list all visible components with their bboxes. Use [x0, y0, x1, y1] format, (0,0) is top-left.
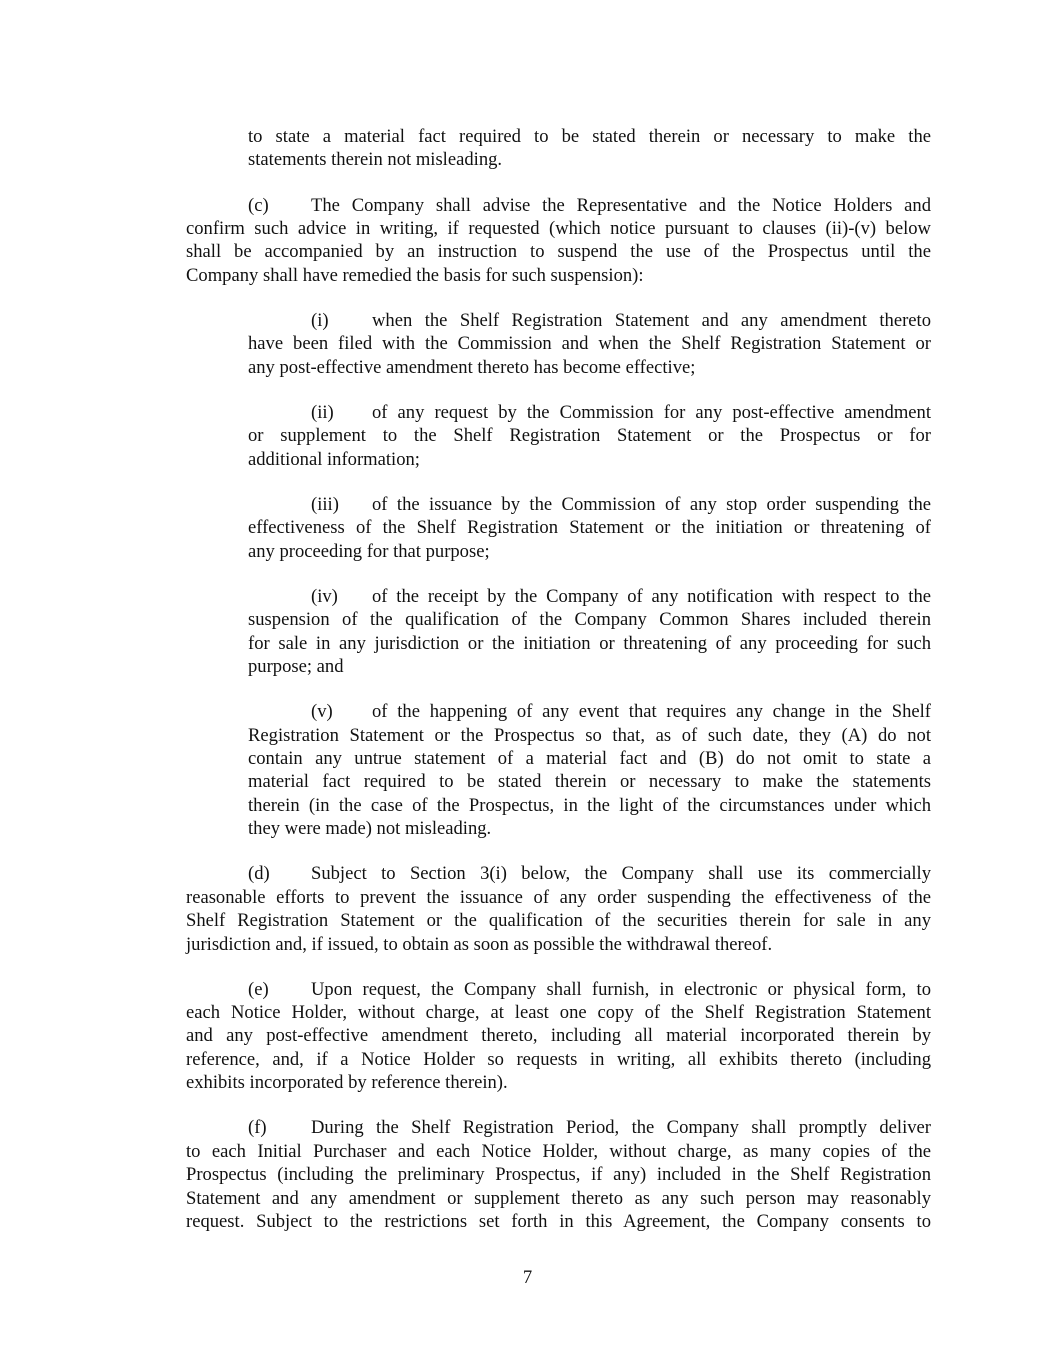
line-text: suspension of the qualification of the Company Common Shares included therein: [248, 609, 931, 631]
text-line: [248, 148, 931, 171]
line-text: Upon request, the Company shall furnish, in electronic or physical form, to: [311, 978, 931, 1000]
text-line: [248, 700, 931, 723]
line-text: any post-effective amendment thereto has become effective;: [248, 356, 696, 378]
paragraph: [248, 585, 931, 679]
text-line: [186, 217, 931, 240]
text-line: [186, 264, 931, 287]
line-text: effectiveness of the Shelf Registration Statement or the initiation or threatening of: [248, 517, 931, 539]
line-text: and any post-effective amendment thereto, including all material incorporated therein by: [186, 1025, 931, 1047]
text-line: [186, 978, 931, 1001]
clause-label: (iv): [311, 585, 338, 607]
line-text: jurisdiction and, if issued, to obtain as soon as possible the withdrawal thereof.: [186, 933, 773, 955]
text-line: [186, 1071, 931, 1094]
line-text: or supplement to the Shelf Registration Statement or the Prospectus or for: [248, 425, 931, 447]
line-text: have been filed with the Commission and when the Shelf Registration Statement or: [248, 333, 931, 355]
line-text: when the Shelf Registration Statement and any amendment thereto: [372, 309, 931, 331]
text-line: [248, 401, 931, 424]
line-text: Subject to Section 3(i) below, the Company shall use its commercially: [311, 863, 931, 885]
text-line: [186, 886, 931, 909]
line-text: shall be accompanied by an instruction to suspend the use of the Prospectus until the: [186, 241, 931, 263]
text-line: [186, 194, 931, 217]
line-text: of the happening of any event that requires any change in the Shelf: [372, 701, 931, 723]
paragraph: [248, 493, 931, 563]
clause-label: (e): [248, 978, 269, 1000]
text-line: [248, 794, 931, 817]
paragraph: [248, 309, 931, 379]
text-line: [248, 608, 931, 631]
line-text: any proceeding for that purpose;: [248, 540, 490, 562]
line-text: exhibits incorporated by reference therein).: [186, 1072, 508, 1094]
line-text: reference, and, if a Notice Holder so requests in writing, all exhibits thereto (including: [186, 1048, 931, 1070]
text-line: [186, 1024, 931, 1047]
line-text: for sale in any jurisdiction or the initiation or threatening of any proceeding for such: [248, 632, 931, 654]
line-text: material fact required to be stated therein or necessary to make the statements: [248, 771, 931, 793]
text-line: [248, 655, 931, 678]
text-line: [186, 1187, 931, 1210]
paragraph: [186, 1116, 931, 1233]
text-line: [186, 933, 931, 956]
line-text: During the Shelf Registration Period, the Company shall promptly deliver: [311, 1117, 931, 1139]
clause-label: (i): [311, 309, 329, 331]
text-line: [186, 862, 931, 885]
paragraph: [186, 978, 931, 1095]
paragraph: [248, 401, 931, 471]
text-line: [186, 909, 931, 932]
text-line: [248, 770, 931, 793]
line-text: to each Initial Purchaser and each Notice Holder, without charge, as many copies of the: [186, 1140, 931, 1162]
line-text: of any request by the Commission for any post-effective amendment: [372, 401, 931, 423]
text-line: [248, 516, 931, 539]
line-text: statements therein not misleading.: [248, 149, 503, 171]
line-text: to state a material fact required to be stated therein or necessary to make the: [248, 126, 931, 147]
text-line: [186, 1116, 931, 1139]
line-text: Registration Statement or the Prospectus so that, as of such date, they (A) do not: [248, 724, 931, 746]
text-line: [248, 332, 931, 355]
text-line: [248, 424, 931, 447]
line-text: Company shall have remedied the basis for such suspension):: [186, 264, 644, 286]
line-text: of the issuance by the Commission of any stop order suspending the: [372, 493, 931, 515]
paragraph: [186, 862, 931, 956]
text-line: [248, 309, 931, 332]
text-line: [248, 585, 931, 608]
line-text: purpose; and: [248, 656, 344, 678]
line-text: request. Subject to the restrictions set forth in this Agreement, the Company consents to: [186, 1211, 931, 1233]
line-text: Statement and any amendment or supplement thereto as any such person may reasonably: [186, 1187, 931, 1209]
clause-label: (ii): [311, 401, 334, 423]
text-line: [186, 1140, 931, 1163]
text-line: [248, 125, 931, 148]
text-line: [186, 1001, 931, 1024]
text-line: [248, 632, 931, 655]
paragraph: [248, 125, 931, 172]
text-line: [248, 448, 931, 471]
line-text: additional information;: [248, 448, 420, 470]
clause-label: (iii): [311, 493, 339, 515]
text-line: [248, 356, 931, 379]
page-number: 7: [522, 1267, 533, 1288]
line-text: Prospectus (including the preliminary Prospectus, if any) included in the Shelf Registration: [186, 1164, 931, 1186]
line-text: of the receipt by the Company of any notification with respect to the: [372, 585, 931, 607]
line-text: they were made) not misleading.: [248, 818, 492, 840]
document-body: [186, 125, 931, 1255]
line-text: reasonable efforts to prevent the issuance of any order suspending the effectiveness of the: [186, 886, 931, 908]
clause-label: (c): [248, 194, 269, 216]
clause-label: (v): [311, 701, 333, 723]
line-text: therein (in the case of the Prospectus, in the light of the circumstances under which: [248, 794, 931, 816]
line-text: confirm such advice in writing, if requested (which notice pursuant to clauses (ii)-(v) below: [186, 217, 931, 239]
text-line: [186, 1048, 931, 1071]
text-line: [248, 724, 931, 747]
line-text: The Company shall advise the Representative and the Notice Holders and: [311, 194, 931, 216]
clause-label: (f): [248, 1117, 267, 1139]
line-text: Shelf Registration Statement or the qualification of the securities therein for sale in any: [186, 910, 931, 932]
text-line: [186, 1210, 931, 1233]
text-line: [248, 747, 931, 770]
paragraph: [248, 700, 931, 840]
text-line: [248, 817, 931, 840]
text-line: [248, 540, 931, 563]
line-text: each Notice Holder, without charge, at least one copy of the Shelf Registration Statement: [186, 1002, 931, 1024]
line-text: contain any untrue statement of a material fact and (B) do not omit to state a: [248, 747, 931, 769]
text-line: [186, 240, 931, 263]
text-line: [186, 1163, 931, 1186]
paragraph: [186, 194, 931, 288]
clause-label: (d): [248, 863, 270, 885]
text-line: [248, 493, 931, 516]
